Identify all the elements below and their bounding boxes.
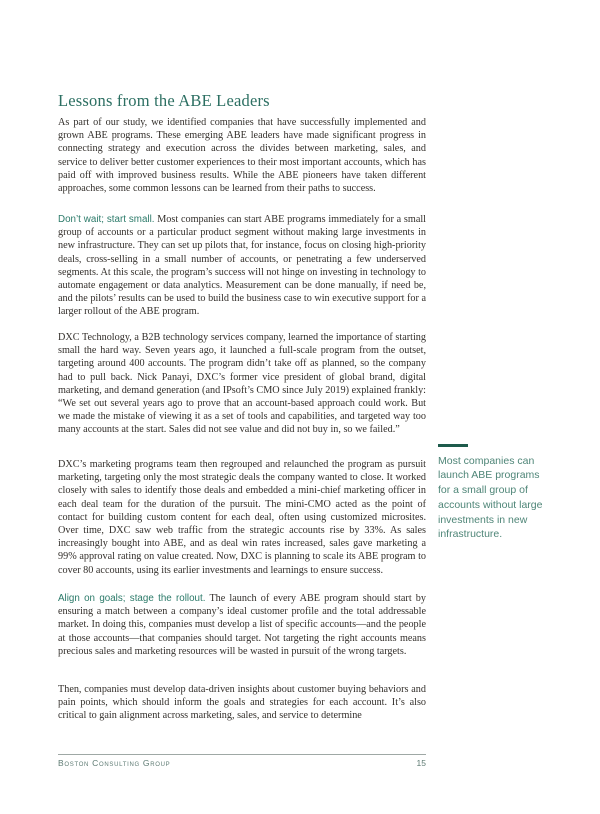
- body-paragraph: [58, 331, 426, 437]
- body-paragraph: [58, 683, 426, 723]
- page-footer: [58, 758, 426, 768]
- page-title: Lessons from the ABE Leaders: [58, 91, 270, 110]
- body-paragraph: [58, 592, 426, 658]
- footer-brand: Boston Consulting Group: [58, 758, 171, 768]
- paragraph-text: Most companies can start ABE programs immediately for a small group of accounts or a particular product segment without making large investments in new infrastructure. They can set up pilots that, for instance, focus on closing high-priority deals, cross-selling in a small number of accounts, or penetrating a few underserved segments. At this scale, the program’s success will not hinge on investing in technology to automate engagement or data analytics. Measurement can be done manually, if need be, and the pilots’ results can be used to build the business case to win executive support for a larger rollout of the ABE program.: [58, 214, 427, 318]
- paragraph-text: DXC Technology, a B2B technology services company, learned the importance of starting small the hard way. Seven years ago, it launched a full-scale program from the outset, targeting around 400 accounts. The program didn’t take off as planned, so the company had to pull back. Nick Panayi, DXC’s former vice president of global brand, digital marketing, and demand generation (and IPsoft’s CMO since July 2019) explained frankly: “We set out several years ago to prove that an account-based approach could work. But we made the mistake of viewing it as a set of tools and capabilities, and targeted way too many accounts at the start. Sales did not see value and did not buy in, so we failed.”: [58, 332, 426, 436]
- paragraph-lead: Align on goals; stage the rollout.: [58, 593, 206, 604]
- footer-divider: [58, 754, 426, 755]
- footer-page-number: 15: [416, 758, 426, 768]
- pull-quote-text: Most companies can launch ABE programs for a small group of accounts without large investments in new infrastructure.: [438, 454, 543, 541]
- paragraph-text: The launch of every ABE program should start by ensuring a match between a company’s ideal customer profile and the total addressable market. In doing this, companies must develop a list of specific accounts—and the people at those accounts—that companies should target. Not targeting the right accounts means precious sales and marketing resources will be wasted in pursuit of the wrong targets.: [58, 593, 426, 657]
- pull-quote-rule: [438, 444, 468, 447]
- paragraph-text: As part of our study, we identified companies that have successfully implemented and grown ABE programs. These emerging ABE leaders have made significant progress in connecting strategy and execution across the divides between marketing, sales, and service to deliver better customer experiences to their most important accounts, which has paid off with improved business results. While the ABE pioneers have taken different approaches, some common lessons can be learned from their paths to success.: [58, 117, 426, 195]
- body-paragraph: [58, 213, 426, 319]
- body-paragraph: [58, 116, 426, 195]
- body-paragraph: [58, 458, 426, 577]
- paragraph-text: Then, companies must develop data-driven insights about customer buying behaviors and pain points, which should inform the goals and strategies for each account. It’s also critical to gain alignment across marketing, sales, and service to determine: [58, 684, 426, 722]
- paragraph-text: DXC’s marketing programs team then regrouped and relaunched the program as pursuit marketing, targeting only the most strategic deals the company wanted to close. It worked closely with sales to identify those deals and embedded a mini-chief marketing officer in each deal team for the duration of the pursuit. The mini-CMO acted as the point of contact for building custom content for each deal, often using customized microsites. Over time, DXC saw web traffic from the strategic accounts rise by 33%. As sales increasingly bought into ABE, and as deal win rates increased, sales gave marketing a 99% approval rating on value created. Now, DXC is planning to scale its ABE program to cover 80 accounts, using its earlier investments and learnings to ensure success.: [58, 459, 426, 576]
- paragraph-lead: Don’t wait; start small.: [58, 214, 155, 225]
- pull-quote: [438, 444, 552, 542]
